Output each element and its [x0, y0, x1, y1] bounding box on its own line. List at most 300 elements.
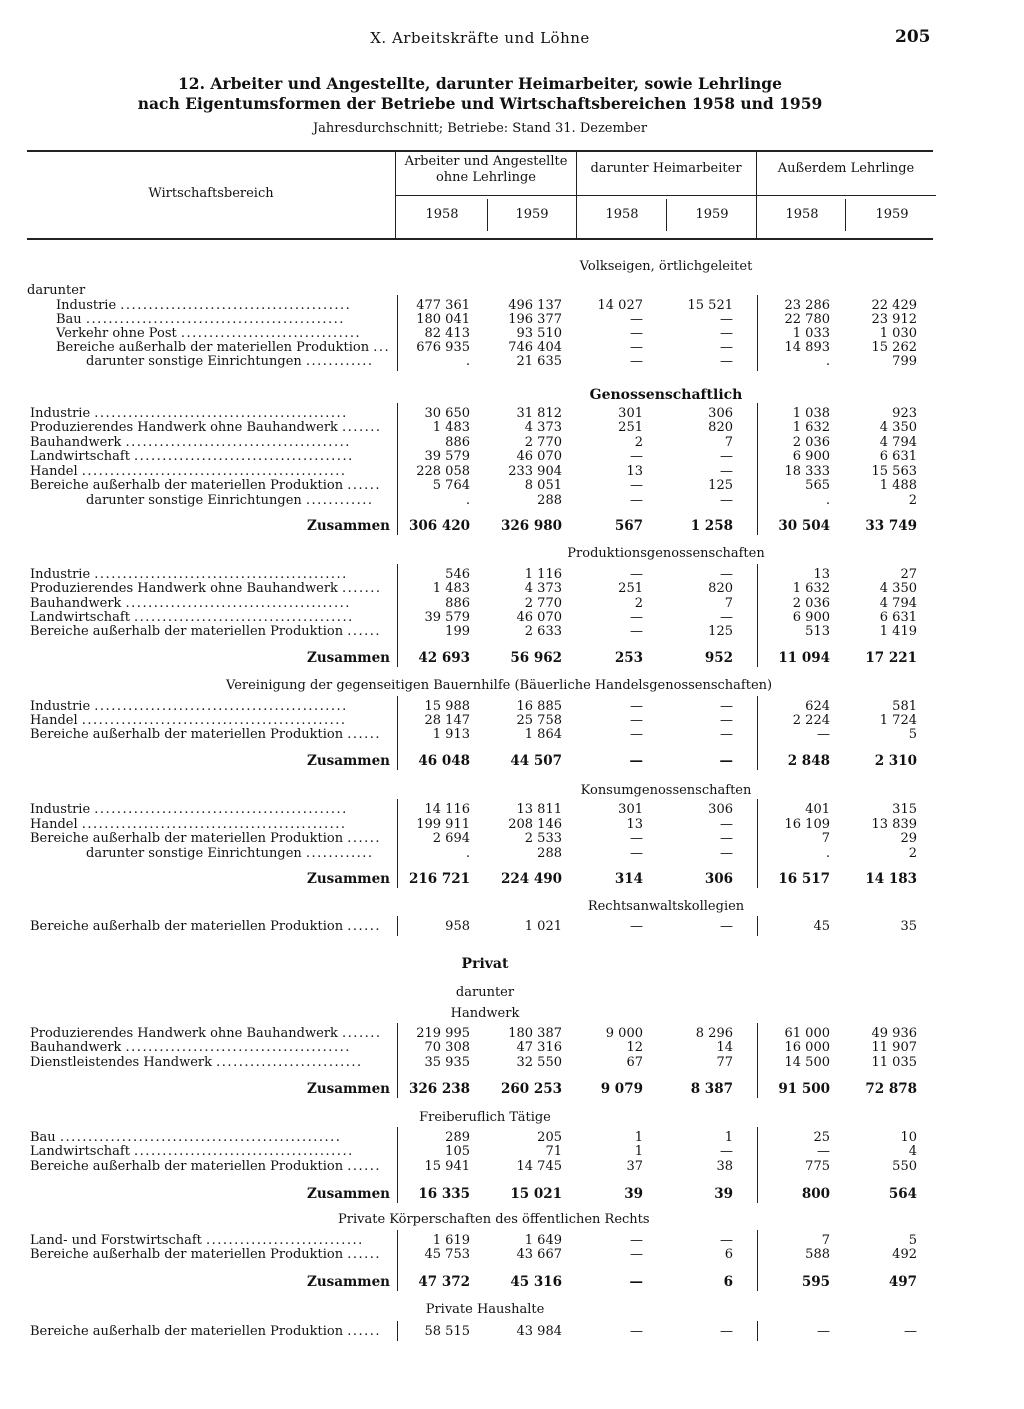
cell-value: 1 483	[432, 420, 470, 435]
cell-value: 306	[708, 802, 733, 817]
cell-value: 1	[724, 1130, 733, 1145]
cell-value: 61 000	[784, 1026, 830, 1041]
row-label: Bereiche außerhalb der materiellen Produktion ......	[30, 1324, 382, 1339]
cell-value: 306	[704, 871, 733, 887]
zusammen-label: Zusammen	[307, 518, 390, 534]
cell-value: 14 500	[784, 1055, 830, 1070]
cell-value: 16 517	[778, 871, 830, 887]
cell-value: .	[825, 493, 830, 508]
section-heading: Freiberuflich Tätige	[419, 1110, 551, 1125]
cell-value: 4 350	[879, 420, 917, 435]
cell-value: 546	[445, 567, 470, 582]
cell-value: 7	[724, 435, 733, 450]
cell-value: 7	[821, 831, 830, 846]
cell-value: 2 533	[524, 831, 562, 846]
cell-value: 77	[716, 1055, 733, 1070]
cell-value: 16 335	[418, 1186, 470, 1202]
cell-value: 43 984	[516, 1324, 562, 1339]
row-label: Industrie .............................................	[30, 699, 348, 714]
cell-value: 43 667	[516, 1247, 562, 1262]
section-heading: Produktionsgenossenschaften	[567, 546, 765, 561]
zusammen-label: Zusammen	[307, 1081, 390, 1097]
cell-value: —	[629, 1274, 643, 1290]
zusammen-label: Zusammen	[307, 1186, 390, 1202]
cell-value: 624	[805, 699, 830, 714]
cell-value: 14 745	[516, 1159, 562, 1174]
cell-value: —	[630, 326, 643, 341]
cell-value: 25	[813, 1130, 830, 1145]
cell-value: 923	[892, 406, 917, 421]
cell-value: 2 848	[787, 753, 830, 769]
cell-value: 93 510	[516, 326, 562, 341]
cell-value: 30 650	[424, 406, 470, 421]
cell-value: —	[630, 727, 643, 742]
cell-value: 1 913	[432, 727, 470, 742]
cell-value: —	[817, 1144, 830, 1159]
cell-value: 35 935	[424, 1055, 470, 1070]
cell-value: 800	[801, 1186, 830, 1202]
cell-value: 306	[708, 406, 733, 421]
cell-value: .	[825, 846, 830, 861]
cell-value: 70 308	[424, 1040, 470, 1055]
cell-value: 2 770	[524, 435, 562, 450]
cell-value: 4 350	[879, 581, 917, 596]
cell-value: 301	[618, 406, 643, 421]
cell-value: 46 070	[516, 610, 562, 625]
cell-value: 1 038	[792, 406, 830, 421]
cell-value: —	[817, 1324, 830, 1339]
cell-value: 35	[900, 919, 917, 934]
row-label: Bauhandwerk ........................................	[30, 435, 351, 450]
cell-value: 15 988	[424, 699, 470, 714]
cell-value: 14 027	[597, 298, 643, 313]
header-group1: Arbeiter und Angestellte ohne Lehrlinge	[404, 154, 568, 185]
header-group2: darunter Heimarbeiter	[590, 161, 742, 176]
header-year: 1958	[425, 207, 459, 222]
cell-value: 125	[708, 624, 733, 639]
cell-value: 306 420	[408, 518, 470, 534]
row-label: Industrie .............................................	[30, 567, 348, 582]
cell-value: 27	[900, 567, 917, 582]
cell-value: —	[720, 727, 733, 742]
cell-value: 8 296	[695, 1026, 733, 1041]
cell-value: 125	[708, 478, 733, 493]
header-year: 1959	[515, 207, 549, 222]
row-label: Landwirtschaft .......................................	[30, 610, 354, 625]
table-subtitle: Jahresdurchschnitt; Betriebe: Stand 31. Dezember	[312, 121, 648, 136]
cell-value: 1 632	[792, 581, 830, 596]
cell-value: 37	[626, 1159, 643, 1174]
cell-value: 886	[445, 596, 470, 611]
cell-value: 30 504	[778, 518, 830, 534]
cell-value: 550	[892, 1159, 917, 1174]
cell-value: —	[720, 567, 733, 582]
cell-value: 1 021	[524, 919, 562, 934]
cell-value: —	[817, 727, 830, 742]
cell-value: 9 000	[605, 1026, 643, 1041]
cell-value: 676 935	[416, 340, 470, 355]
cell-value: 15 563	[871, 464, 917, 479]
cell-value: 886	[445, 435, 470, 450]
cell-value: —	[720, 713, 733, 728]
cell-value: 301	[618, 802, 643, 817]
cell-value: —	[630, 1247, 643, 1262]
column-rule	[397, 799, 398, 888]
cell-value: 1 864	[524, 727, 562, 742]
row-label: Bereiche außerhalb der materiellen Produktion ......	[30, 478, 382, 493]
cell-value: 588	[805, 1247, 830, 1262]
column-rule	[757, 564, 758, 667]
row-label: Bauhandwerk ........................................	[30, 1040, 351, 1055]
section-heading: Vereinigung der gegenseitigen Bauernhilfe (Bäuerliche Handelsgenossenschaften)	[226, 678, 773, 693]
cell-value: 565	[805, 478, 830, 493]
cell-value: 233 904	[508, 464, 562, 479]
cell-value: 5	[908, 727, 917, 742]
cell-value: 58 515	[424, 1324, 470, 1339]
cell-value: 15 941	[424, 1159, 470, 1174]
column-rule	[397, 916, 398, 936]
cell-value: 401	[805, 802, 830, 817]
cell-value: 799	[892, 354, 917, 369]
cell-value: 820	[708, 420, 733, 435]
cell-value: 17 221	[865, 650, 917, 666]
cell-value: 5	[908, 1233, 917, 1248]
column-rule	[397, 295, 398, 371]
cell-value: 2	[634, 596, 643, 611]
column-rule	[397, 403, 398, 535]
cell-value: 513	[805, 624, 830, 639]
row-label: Land- und Forstwirtschaft ............................	[30, 1233, 364, 1248]
cell-value: 2 224	[792, 713, 830, 728]
cell-value: 251	[618, 420, 643, 435]
cell-value: 1 724	[879, 713, 917, 728]
cell-value: 314	[614, 871, 643, 887]
cell-value: 15 262	[871, 340, 917, 355]
cell-value: —	[630, 831, 643, 846]
cell-value: —	[720, 699, 733, 714]
cell-value: 1 033	[792, 326, 830, 341]
row-label: darunter sonstige Einrichtungen ............	[86, 354, 374, 369]
cell-value: 6 900	[792, 610, 830, 625]
cell-value: —	[630, 1233, 643, 1248]
cell-value: —	[630, 846, 643, 861]
cell-value: 1	[634, 1144, 643, 1159]
cell-value: 1 632	[792, 420, 830, 435]
table-title-line1: 12. Arbeiter und Angestellte, darunter Heimarbeiter, sowie Lehrlinge	[178, 74, 782, 93]
header-year: 1958	[785, 207, 819, 222]
cell-value: 952	[704, 650, 733, 666]
row-label: Industrie .............................................	[30, 406, 348, 421]
cell-value: 18 333	[784, 464, 830, 479]
cell-value: 13 811	[516, 802, 562, 817]
cell-value: —	[630, 1324, 643, 1339]
cell-value: 1 488	[879, 478, 917, 493]
row-label: Bereiche außerhalb der materiellen Produktion ......	[30, 831, 382, 846]
cell-value: 224 490	[500, 871, 562, 887]
cell-value: 21 635	[516, 354, 562, 369]
row-label: Bereiche außerhalb der materiellen Produktion ......	[30, 1159, 382, 1174]
cell-value: —	[719, 753, 733, 769]
cell-value: 1 619	[432, 1233, 470, 1248]
cell-value: .	[465, 493, 470, 508]
cell-value: —	[630, 610, 643, 625]
cell-value: 2 633	[524, 624, 562, 639]
column-rule	[757, 799, 758, 888]
cell-value: —	[720, 817, 733, 832]
cell-value: —	[720, 354, 733, 369]
cell-value: —	[720, 846, 733, 861]
cell-value: 39 579	[424, 449, 470, 464]
table-title-line2: nach Eigentumsformen der Betriebe und Wirtschaftsbereichen 1958 und 1959	[137, 94, 823, 113]
cell-value: 564	[888, 1186, 917, 1202]
cell-value: 10	[900, 1130, 917, 1145]
cell-value: 260 253	[500, 1081, 562, 1097]
zusammen-label: Zusammen	[307, 871, 390, 887]
cell-value: 6 900	[792, 449, 830, 464]
row-label: Bereiche außerhalb der materiellen Produktion ...	[56, 340, 391, 355]
header-divider	[666, 199, 667, 231]
zusammen-label: Zusammen	[307, 1274, 390, 1290]
cell-value: 9 079	[600, 1081, 643, 1097]
cell-value: 22 780	[784, 312, 830, 327]
column-rule	[397, 1321, 398, 1341]
column-rule	[397, 564, 398, 667]
cell-value: 6	[724, 1247, 733, 1262]
cell-value: 22 429	[871, 298, 917, 313]
cell-value: 208 146	[508, 817, 562, 832]
cell-value: 820	[708, 581, 733, 596]
cell-value: 11 094	[778, 650, 830, 666]
cell-value: —	[904, 1324, 917, 1339]
cell-value: 82 413	[424, 326, 470, 341]
cell-value: 4 794	[879, 596, 917, 611]
cell-value: —	[630, 449, 643, 464]
cell-value: 13	[626, 464, 643, 479]
row-label: Handel ...............................................	[30, 817, 347, 832]
section-heading: Private Körperschaften des öffentlichen Rechts	[338, 1212, 650, 1227]
cell-value: 23 912	[871, 312, 917, 327]
cell-value: 2 770	[524, 596, 562, 611]
cell-value: 47 372	[418, 1274, 470, 1290]
row-label: Industrie .........................................	[56, 298, 352, 313]
cell-value: 14 183	[865, 871, 917, 887]
cell-value: 33 749	[865, 518, 917, 534]
row-label: Bau ..............................................	[56, 312, 345, 327]
cell-value: 72 878	[865, 1081, 917, 1097]
cell-value: 16 885	[516, 699, 562, 714]
page-number: 205	[895, 27, 931, 47]
cell-value: 38	[716, 1159, 733, 1174]
cell-value: —	[720, 312, 733, 327]
column-rule	[397, 1230, 398, 1291]
cell-value: 6	[723, 1274, 733, 1290]
cell-value: 13 839	[871, 817, 917, 832]
cell-value: 1 419	[879, 624, 917, 639]
cell-value: 746 404	[508, 340, 562, 355]
cell-value: 2	[908, 846, 917, 861]
cell-value: 16 000	[784, 1040, 830, 1055]
cell-value: 199	[445, 624, 470, 639]
cell-value: 45	[813, 919, 830, 934]
column-rule	[757, 1127, 758, 1203]
cell-value: 581	[892, 699, 917, 714]
cell-value: —	[720, 1233, 733, 1248]
cell-value: 91 500	[778, 1081, 830, 1097]
cell-value: 14 893	[784, 340, 830, 355]
cell-value: —	[630, 624, 643, 639]
cell-value: —	[630, 354, 643, 369]
cell-value: 32 550	[516, 1055, 562, 1070]
cell-value: 1	[634, 1130, 643, 1145]
zusammen-label: Zusammen	[307, 753, 390, 769]
cell-value: 49 936	[871, 1026, 917, 1041]
row-label: Handel ...............................................	[30, 464, 347, 479]
cell-value: 7	[724, 596, 733, 611]
column-rule	[397, 696, 398, 770]
cell-value: 228 058	[416, 464, 470, 479]
row-label: Verkehr ohne Post ................................	[56, 326, 362, 341]
cell-value: 4 794	[879, 435, 917, 450]
cell-value: 496 137	[508, 298, 562, 313]
header-mid-rule	[396, 195, 936, 196]
column-rule	[757, 1321, 758, 1341]
cell-value: 39	[714, 1186, 733, 1202]
cell-value: 1 483	[432, 581, 470, 596]
header-year: 1959	[695, 207, 729, 222]
column-rule	[397, 1127, 398, 1203]
section-heading: Konsumgenossenschaften	[580, 783, 752, 798]
zusammen-label: Zusammen	[307, 650, 390, 666]
cell-value: —	[720, 919, 733, 934]
column-rule	[757, 295, 758, 371]
cell-value: 42 693	[418, 650, 470, 666]
section-heading: Volkseigen, örtlichgeleitet	[579, 259, 753, 274]
cell-value: —	[630, 493, 643, 508]
column-rule	[757, 696, 758, 770]
cell-value: 595	[801, 1274, 830, 1290]
row-label: Bereiche außerhalb der materiellen Produktion ......	[30, 919, 382, 934]
cell-value: —	[720, 326, 733, 341]
cell-value: 497	[888, 1274, 917, 1290]
header-year: 1959	[875, 207, 909, 222]
cell-value: —	[720, 340, 733, 355]
cell-value: 23 286	[784, 298, 830, 313]
cell-value: 11 035	[871, 1055, 917, 1070]
cell-value: 14 116	[424, 802, 470, 817]
cell-value: 251	[618, 581, 643, 596]
cell-value: 289	[445, 1130, 470, 1145]
row-label: Produzierendes Handwerk ohne Bauhandwerk .......	[30, 581, 382, 596]
cell-value: 253	[614, 650, 643, 666]
section-heading: Privat	[461, 956, 509, 972]
cell-value: 46 048	[418, 753, 470, 769]
header-year: 1958	[605, 207, 639, 222]
cell-value: 2	[908, 493, 917, 508]
darunter-label: darunter	[27, 283, 86, 298]
cell-value: 958	[445, 919, 470, 934]
cell-value: 11 907	[871, 1040, 917, 1055]
cell-value: 1 649	[524, 1233, 562, 1248]
cell-value: —	[720, 610, 733, 625]
cell-value: —	[720, 1144, 733, 1159]
cell-value: 16 109	[784, 817, 830, 832]
cell-value: 46 070	[516, 449, 562, 464]
cell-value: 2 310	[874, 753, 917, 769]
cell-value: 326 980	[500, 518, 562, 534]
cell-value: 4	[908, 1144, 917, 1159]
cell-value: 31 812	[516, 406, 562, 421]
cell-value: 1 116	[524, 567, 562, 582]
cell-value: 105	[445, 1144, 470, 1159]
column-rule	[397, 1023, 398, 1098]
row-label: Produzierendes Handwerk ohne Bauhandwerk .......	[30, 1026, 382, 1041]
section-heading: Handwerk	[450, 1006, 520, 1021]
cell-value: —	[630, 478, 643, 493]
cell-value: 15 021	[510, 1186, 562, 1202]
cell-value: —	[630, 713, 643, 728]
section-heading: darunter	[455, 985, 515, 1000]
cell-value: 199 911	[416, 817, 470, 832]
row-label: Landwirtschaft .......................................	[30, 1144, 354, 1159]
column-rule	[757, 1023, 758, 1098]
row-label: Dienstleistendes Handwerk ..........................	[30, 1055, 363, 1070]
cell-value: 39	[624, 1186, 643, 1202]
row-label: darunter sonstige Einrichtungen ............	[86, 846, 374, 861]
cell-value: 14	[716, 1040, 733, 1055]
row-label: Bereiche außerhalb der materiellen Produktion ......	[30, 727, 382, 742]
cell-value: 47 316	[516, 1040, 562, 1055]
header-top-rule	[27, 150, 933, 152]
cell-value: —	[720, 1324, 733, 1339]
cell-value: 4 373	[524, 420, 562, 435]
cell-value: 25 758	[516, 713, 562, 728]
cell-value: 180 387	[508, 1026, 562, 1041]
cell-value: .	[825, 354, 830, 369]
row-label: Industrie .............................................	[30, 802, 348, 817]
cell-value: 39 579	[424, 610, 470, 625]
cell-value: 44 507	[510, 753, 562, 769]
cell-value: 6 631	[879, 610, 917, 625]
cell-value: —	[630, 312, 643, 327]
cell-value: —	[629, 753, 643, 769]
cell-value: —	[720, 493, 733, 508]
cell-value: —	[630, 699, 643, 714]
section-heading: Genossenschaftlich	[589, 387, 743, 403]
header-bottom-rule	[27, 238, 933, 240]
cell-value: 492	[892, 1247, 917, 1262]
cell-value: 12	[626, 1040, 643, 1055]
row-label: Landwirtschaft .......................................	[30, 449, 354, 464]
row-label: Produzierendes Handwerk ohne Bauhandwerk .......	[30, 420, 382, 435]
row-label: Bereiche außerhalb der materiellen Produktion ......	[30, 1247, 382, 1262]
cell-value: 8 387	[690, 1081, 733, 1097]
cell-value: 45 316	[510, 1274, 562, 1290]
cell-value: 6 631	[879, 449, 917, 464]
cell-value: 477 361	[416, 298, 470, 313]
column-rule	[757, 1230, 758, 1291]
cell-value: 315	[892, 802, 917, 817]
cell-value: 2 036	[792, 435, 830, 450]
cell-value: 2 036	[792, 596, 830, 611]
cell-value: 28 147	[424, 713, 470, 728]
cell-value: 2 694	[432, 831, 470, 846]
cell-value: —	[720, 449, 733, 464]
cell-value: 216 721	[408, 871, 470, 887]
column-rule	[757, 403, 758, 535]
section-heading: Rechtsanwaltskollegien	[587, 899, 745, 914]
cell-value: .	[465, 846, 470, 861]
cell-value: 7	[821, 1233, 830, 1248]
